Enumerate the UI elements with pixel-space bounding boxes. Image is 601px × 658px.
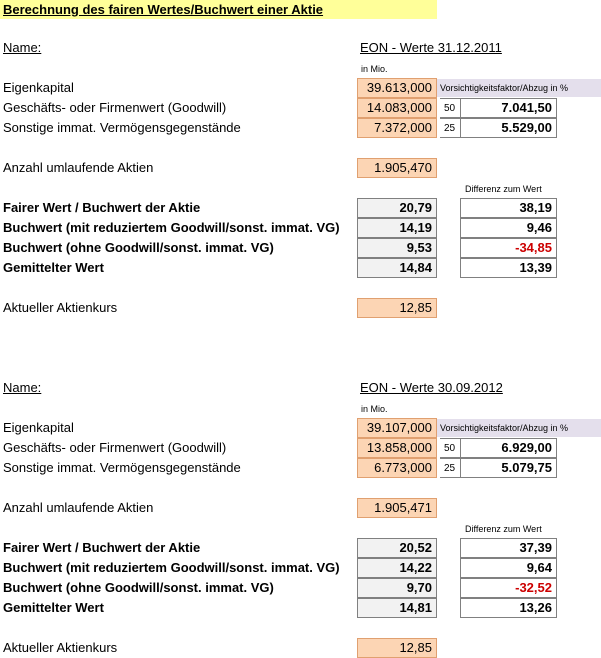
goodwill-label: Geschäfts- oder Firmenwert (Goodwill) xyxy=(3,100,227,115)
fairer-label: Fairer Wert / Buchwert der Aktie xyxy=(3,200,201,215)
buchwert-ohne-cell[interactable]: 9,70 xyxy=(357,578,437,598)
gemittelt-cell[interactable]: 14,84 xyxy=(357,258,437,278)
anzahl-label: Anzahl umlaufende Aktien xyxy=(3,500,154,515)
differenz-label: Differenz zum Wert xyxy=(465,524,542,534)
buchwert-ohne-label: Buchwert (ohne Goodwill/sonst. immat. VG) xyxy=(3,240,274,255)
fairer-label: Fairer Wert / Buchwert der Aktie xyxy=(3,540,201,555)
sonstige-label: Sonstige immat. Vermögensgegenstände xyxy=(3,120,241,135)
kurs-cell[interactable]: 12,85 xyxy=(357,638,437,658)
buchwert-red-label: Buchwert (mit reduziertem Goodwill/sonst. immat. VG) xyxy=(3,220,340,235)
goodwill-pct-cell[interactable]: 50 xyxy=(440,438,460,458)
kurs-label: Aktueller Aktienkurs xyxy=(3,640,118,655)
eigenkapital-label: Eigenkapital xyxy=(3,80,74,95)
buchwert-ohne-diff-cell[interactable]: -34,85 xyxy=(460,238,557,258)
goodwill-cell[interactable]: 13.858,000 xyxy=(357,438,437,458)
gemittelt-cell[interactable]: 14,81 xyxy=(357,598,437,618)
buchwert-red-cell[interactable]: 14,22 xyxy=(357,558,437,578)
vorsicht-label: Vorsichtigkeitsfaktor/Abzug in % xyxy=(437,79,601,97)
buchwert-ohne-cell[interactable]: 9,53 xyxy=(357,238,437,258)
fairer-cell[interactable]: 20,52 xyxy=(357,538,437,558)
fairer-diff-cell[interactable]: 38,19 xyxy=(460,198,557,218)
eigenkapital-label: Eigenkapital xyxy=(3,420,74,435)
kurs-label: Aktueller Aktienkurs xyxy=(3,300,118,315)
anzahl-label: Anzahl umlaufende Aktien xyxy=(3,160,154,175)
name-label: Name: xyxy=(3,380,42,395)
differenz-label: Differenz zum Wert xyxy=(465,184,542,194)
sonstige-reduced-cell[interactable]: 5.529,00 xyxy=(460,118,557,138)
sonstige-label: Sonstige immat. Vermögensgegenstände xyxy=(3,460,241,475)
eigenkapital-cell[interactable]: 39.613,000 xyxy=(357,78,437,98)
buchwert-red-label: Buchwert (mit reduziertem Goodwill/sonst. immat. VG) xyxy=(3,560,340,575)
sheet-title: Berechnung des fairen Wertes/Buchwert einer Aktie xyxy=(0,0,437,19)
eigenkapital-cell[interactable]: 39.107,000 xyxy=(357,418,437,438)
in-mio-label: in Mio. xyxy=(361,64,388,74)
goodwill-label: Geschäfts- oder Firmenwert (Goodwill) xyxy=(3,440,227,455)
vorsicht-label: Vorsichtigkeitsfaktor/Abzug in % xyxy=(437,419,601,437)
buchwert-red-diff-cell[interactable]: 9,46 xyxy=(460,218,557,238)
goodwill-reduced-cell[interactable]: 7.041,50 xyxy=(460,98,557,118)
in-mio-label: in Mio. xyxy=(361,404,388,414)
fairer-diff-cell[interactable]: 37,39 xyxy=(460,538,557,558)
gemittelt-diff-cell[interactable]: 13,39 xyxy=(460,258,557,278)
buchwert-ohne-label: Buchwert (ohne Goodwill/sonst. immat. VG) xyxy=(3,580,274,595)
sonstige-reduced-cell[interactable]: 5.079,75 xyxy=(460,458,557,478)
goodwill-reduced-cell[interactable]: 6.929,00 xyxy=(460,438,557,458)
buchwert-ohne-diff-cell[interactable]: -32,52 xyxy=(460,578,557,598)
buchwert-red-diff-cell[interactable]: 9,64 xyxy=(460,558,557,578)
sonstige-cell[interactable]: 7.372,000 xyxy=(357,118,437,138)
anzahl-cell[interactable]: 1.905,471 xyxy=(357,498,437,518)
buchwert-red-cell[interactable]: 14,19 xyxy=(357,218,437,238)
fairer-cell[interactable]: 20,79 xyxy=(357,198,437,218)
block-heading: EON - Werte 31.12.2011 xyxy=(360,40,502,55)
gemittelt-label: Gemittelter Wert xyxy=(3,260,104,275)
goodwill-pct-cell[interactable]: 50 xyxy=(440,98,460,118)
name-label: Name: xyxy=(3,40,42,55)
gemittelt-label: Gemittelter Wert xyxy=(3,600,104,615)
sonstige-pct-cell[interactable]: 25 xyxy=(440,458,460,478)
sonstige-cell[interactable]: 6.773,000 xyxy=(357,458,437,478)
anzahl-cell[interactable]: 1.905,470 xyxy=(357,158,437,178)
block-heading: EON - Werte 30.09.2012 xyxy=(360,380,503,395)
kurs-cell[interactable]: 12,85 xyxy=(357,298,437,318)
goodwill-cell[interactable]: 14.083,000 xyxy=(357,98,437,118)
sonstige-pct-cell[interactable]: 25 xyxy=(440,118,460,138)
gemittelt-diff-cell[interactable]: 13,26 xyxy=(460,598,557,618)
